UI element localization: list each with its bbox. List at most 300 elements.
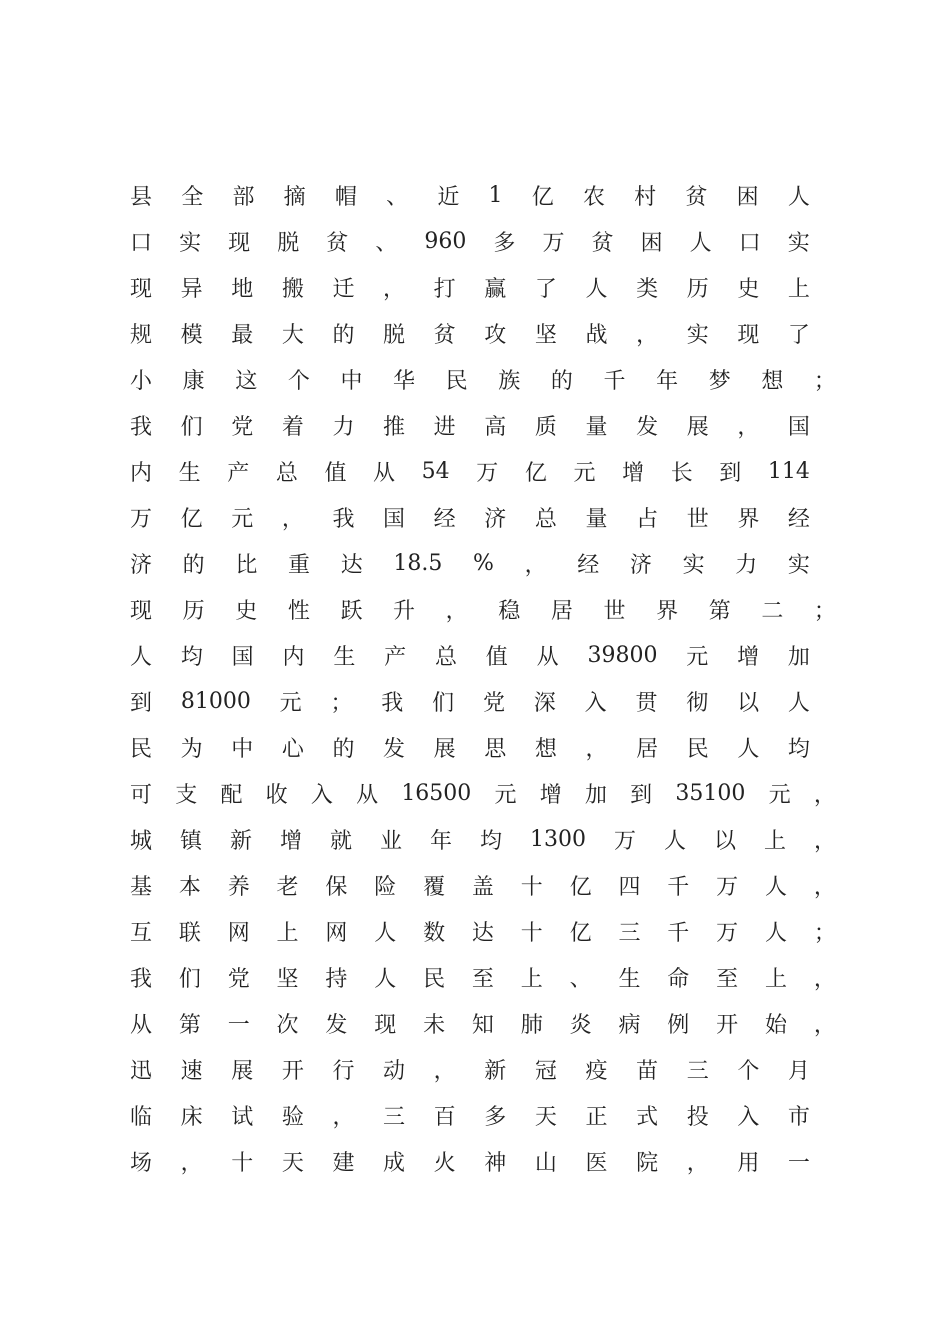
- text-char: 元: [573, 460, 596, 486]
- text-char: 亿: [180, 506, 203, 532]
- text-char: 族: [498, 368, 521, 394]
- text-char: 上: [764, 966, 787, 992]
- text-char: 到: [630, 782, 653, 808]
- text-char: 生: [178, 460, 201, 486]
- text-char: 多: [493, 230, 516, 256]
- text-char: 的: [332, 736, 355, 762]
- text-char: ，: [332, 1104, 355, 1130]
- text-char: 万: [716, 920, 739, 946]
- text-char: 动: [383, 1058, 406, 1084]
- text-char: 党: [227, 966, 250, 992]
- text-char: 元: [686, 644, 709, 670]
- text-char: 人: [374, 966, 397, 992]
- text-char: 次: [276, 1012, 299, 1038]
- text-char: 现: [737, 322, 760, 348]
- text-char: 展: [231, 1058, 254, 1084]
- text-char: 个: [287, 368, 310, 394]
- text-char: 苗: [636, 1058, 659, 1084]
- text-char: ，: [813, 1012, 836, 1038]
- text-char: 万: [476, 460, 499, 486]
- text-char: ，: [813, 874, 836, 900]
- text-char: 居: [636, 736, 659, 762]
- text-char: 中: [340, 368, 363, 394]
- text-char: 三: [618, 920, 641, 946]
- text-char: 异: [180, 276, 203, 302]
- text-char: 960: [424, 228, 467, 254]
- text-char: 人: [737, 736, 760, 762]
- text-line: [130, 862, 836, 908]
- text-char: 贫: [326, 230, 349, 256]
- text-char: ；: [813, 598, 836, 624]
- text-char: 临: [130, 1104, 153, 1130]
- text-char: 亿: [569, 920, 592, 946]
- text-char: 行: [332, 1058, 355, 1084]
- text-char: 贫: [433, 322, 456, 348]
- text-char: 人: [374, 920, 397, 946]
- text-char: 知: [471, 1012, 494, 1038]
- text-char: 亿: [531, 184, 554, 210]
- text-char: 网: [227, 920, 250, 946]
- text-char: 上: [787, 276, 810, 302]
- text-char: 例: [667, 1012, 690, 1038]
- text-char: 困: [640, 230, 663, 256]
- body-text: [130, 172, 850, 1184]
- text-char: 持: [325, 966, 348, 992]
- text-char: 到: [719, 460, 742, 486]
- text-char: 山: [534, 1150, 557, 1176]
- text-line: [130, 402, 810, 448]
- text-char: 亿: [524, 460, 547, 486]
- text-char: 个: [737, 1058, 760, 1084]
- text-char: 人: [764, 920, 787, 946]
- text-char: 验: [281, 1104, 304, 1130]
- text-char: 脱: [277, 230, 300, 256]
- text-char: 入: [737, 1104, 760, 1130]
- text-char: 多: [484, 1104, 507, 1130]
- text-char: 均: [480, 828, 503, 854]
- text-char: ，: [636, 322, 659, 348]
- text-char: 从: [356, 782, 379, 808]
- text-char: 式: [636, 1104, 659, 1130]
- text-char: 十: [231, 1150, 254, 1176]
- text-char: 展: [433, 736, 456, 762]
- text-char: ；: [813, 368, 836, 394]
- text-char: 险: [374, 874, 397, 900]
- text-char: 从: [130, 1012, 153, 1038]
- text-char: 民: [686, 736, 709, 762]
- text-char: 深: [533, 690, 556, 716]
- text-char: 界: [656, 598, 679, 624]
- text-char: 1300: [530, 826, 586, 852]
- text-char: 基: [130, 874, 153, 900]
- text-char: 这: [235, 368, 258, 394]
- text-char: 居: [550, 598, 573, 624]
- text-line: [130, 356, 836, 402]
- text-char: 梦: [708, 368, 731, 394]
- text-char: ，: [813, 966, 836, 992]
- text-char: 亿: [569, 874, 592, 900]
- text-char: 农: [582, 184, 605, 210]
- text-char: 们: [180, 414, 203, 440]
- text-char: 我: [381, 690, 404, 716]
- text-char: 院: [636, 1150, 659, 1176]
- text-char: 三: [383, 1104, 406, 1130]
- text-char: 国: [231, 644, 254, 670]
- text-line: [130, 172, 810, 218]
- text-char: 贯: [635, 690, 658, 716]
- text-char: 万: [716, 874, 739, 900]
- text-char: 炎: [569, 1012, 592, 1038]
- text-char: 困: [736, 184, 759, 210]
- text-char: 坚: [534, 322, 557, 348]
- text-char: 市: [787, 1104, 810, 1130]
- text-char: 、: [386, 184, 409, 210]
- text-char: 迁: [332, 276, 355, 302]
- text-char: 党: [482, 690, 505, 716]
- text-char: 迅: [130, 1058, 153, 1084]
- text-line: [130, 264, 810, 310]
- text-char: 盖: [471, 874, 494, 900]
- text-char: 攻: [484, 322, 507, 348]
- text-char: 的: [332, 322, 355, 348]
- text-char: 规: [130, 322, 153, 348]
- text-char: 我: [130, 414, 153, 440]
- text-char: 至: [471, 966, 494, 992]
- text-char: 民: [423, 966, 446, 992]
- text-char: 开: [716, 1012, 739, 1038]
- text-char: 产: [227, 460, 250, 486]
- text-char: 性: [287, 598, 310, 624]
- text-char: 口: [130, 230, 153, 256]
- text-char: 现: [228, 230, 251, 256]
- text-char: ，: [813, 828, 836, 854]
- text-char: ，: [281, 506, 304, 532]
- text-char: 打: [433, 276, 456, 302]
- text-char: 全: [181, 184, 204, 210]
- text-char: 人: [787, 690, 810, 716]
- text-char: 达: [471, 920, 494, 946]
- text-char: 、: [375, 230, 398, 256]
- text-char: 小: [130, 368, 153, 394]
- text-char: 部: [232, 184, 255, 210]
- text-char: 总: [275, 460, 298, 486]
- text-char: ；: [813, 920, 836, 946]
- text-char: 高: [484, 414, 507, 440]
- text-char: 赢: [484, 276, 507, 302]
- text-char: 贫: [685, 184, 708, 210]
- text-char: 试: [231, 1104, 254, 1130]
- text-line: [130, 1046, 810, 1092]
- text-char: 重: [288, 552, 311, 578]
- text-char: 生: [618, 966, 641, 992]
- text-line: [130, 770, 836, 816]
- text-char: 力: [735, 552, 758, 578]
- text-char: 帽: [334, 184, 357, 210]
- text-char: 千: [667, 874, 690, 900]
- text-line: [130, 908, 836, 954]
- text-char: 总: [534, 506, 557, 532]
- text-char: 产: [384, 644, 407, 670]
- text-char: 新: [230, 828, 253, 854]
- text-char: 现: [130, 598, 153, 624]
- text-char: 人: [130, 644, 153, 670]
- text-char: 历: [686, 276, 709, 302]
- text-char: 床: [180, 1104, 203, 1130]
- text-char: ；: [330, 690, 353, 716]
- text-char: 村: [634, 184, 657, 210]
- text-char: 第: [178, 1012, 201, 1038]
- text-char: 济: [130, 552, 153, 578]
- text-char: 了: [534, 276, 557, 302]
- text-char: 54: [421, 458, 450, 484]
- text-char: 史: [235, 598, 258, 624]
- text-char: 想: [534, 736, 557, 762]
- text-char: 均: [787, 736, 810, 762]
- text-char: 18.5: [393, 550, 443, 576]
- text-char: 历: [182, 598, 205, 624]
- text-char: 均: [180, 644, 203, 670]
- text-char: 病: [618, 1012, 641, 1038]
- text-char: 万: [613, 828, 636, 854]
- text-char: 实: [179, 230, 202, 256]
- text-char: 一: [227, 1012, 250, 1038]
- text-line: [130, 448, 810, 494]
- text-char: 升: [393, 598, 416, 624]
- text-char: 总: [434, 644, 457, 670]
- text-char: 年: [656, 368, 679, 394]
- text-char: 、: [569, 966, 592, 992]
- text-char: 至: [716, 966, 739, 992]
- text-char: 类: [636, 276, 659, 302]
- text-char: 贫: [591, 230, 614, 256]
- text-char: 投: [686, 1104, 709, 1130]
- text-char: 从: [373, 460, 396, 486]
- text-char: 最: [231, 322, 254, 348]
- text-char: 场: [130, 1150, 153, 1176]
- text-char: 老: [276, 874, 299, 900]
- text-char: 经: [787, 506, 810, 532]
- text-char: 县: [130, 184, 153, 210]
- text-char: %: [473, 550, 494, 576]
- text-line: [130, 1092, 810, 1138]
- text-char: 1: [488, 182, 503, 208]
- text-char: 建: [332, 1150, 355, 1176]
- text-char: 增: [737, 644, 760, 670]
- text-char: ，: [686, 1150, 709, 1176]
- text-char: ，: [383, 276, 406, 302]
- text-char: 肺: [520, 1012, 543, 1038]
- text-char: 上: [763, 828, 786, 854]
- text-char: 内: [282, 644, 305, 670]
- text-char: 国: [383, 506, 406, 532]
- text-char: 千: [667, 920, 690, 946]
- text-char: 城: [130, 828, 153, 854]
- text-char: 可: [130, 782, 153, 808]
- text-char: 搬: [281, 276, 304, 302]
- text-char: 生: [333, 644, 356, 670]
- text-char: 想: [761, 368, 784, 394]
- text-char: 人: [787, 184, 810, 210]
- text-char: 覆: [423, 874, 446, 900]
- text-char: 百: [433, 1104, 456, 1130]
- text-char: 们: [432, 690, 455, 716]
- text-char: 量: [585, 414, 608, 440]
- text-char: 实: [787, 230, 810, 256]
- text-char: 疫: [585, 1058, 608, 1084]
- text-char: 脱: [383, 322, 406, 348]
- text-char: 新: [484, 1058, 507, 1084]
- text-char: 口: [738, 230, 761, 256]
- text-char: 坚: [276, 966, 299, 992]
- text-line: [130, 724, 810, 770]
- text-char: 始: [764, 1012, 787, 1038]
- text-line: [130, 632, 810, 678]
- text-char: 地: [231, 276, 254, 302]
- text-char: 们: [178, 966, 201, 992]
- text-char: 我: [332, 506, 355, 532]
- text-line: [130, 1000, 836, 1046]
- text-char: 成: [383, 1150, 406, 1176]
- text-char: 第: [708, 598, 731, 624]
- text-char: 月: [787, 1058, 810, 1084]
- text-char: 万: [542, 230, 565, 256]
- text-char: ，: [180, 1150, 203, 1176]
- text-char: 值: [324, 460, 347, 486]
- text-char: 保: [325, 874, 348, 900]
- text-char: 元: [494, 782, 517, 808]
- text-char: 正: [585, 1104, 608, 1130]
- text-char: 元: [231, 506, 254, 532]
- text-char: 跃: [340, 598, 363, 624]
- text-char: 本: [178, 874, 201, 900]
- text-char: ，: [737, 414, 760, 440]
- text-char: 发: [383, 736, 406, 762]
- text-char: 着: [281, 414, 304, 440]
- text-line: [130, 678, 810, 724]
- text-char: 一: [787, 1150, 810, 1176]
- text-char: 加: [584, 782, 607, 808]
- text-char: 以: [737, 690, 760, 716]
- text-char: 近: [437, 184, 460, 210]
- text-line: [130, 540, 810, 586]
- text-char: 展: [686, 414, 709, 440]
- text-char: 康: [182, 368, 205, 394]
- text-char: 彻: [686, 690, 709, 716]
- text-char: 冠: [534, 1058, 557, 1084]
- text-char: 实: [682, 552, 705, 578]
- text-char: 发: [325, 1012, 348, 1038]
- text-char: 上: [520, 966, 543, 992]
- text-char: 经: [577, 552, 600, 578]
- text-char: 元: [768, 782, 791, 808]
- text-char: 界: [737, 506, 760, 532]
- text-char: 人: [585, 276, 608, 302]
- text-char: 到: [130, 690, 153, 716]
- text-char: 元: [279, 690, 302, 716]
- text-char: 量: [585, 506, 608, 532]
- text-char: 人: [689, 230, 712, 256]
- text-char: 收: [265, 782, 288, 808]
- text-char: 配: [220, 782, 243, 808]
- text-char: 大: [281, 322, 304, 348]
- text-char: 十: [520, 920, 543, 946]
- text-char: 16500: [401, 780, 472, 806]
- text-char: 的: [182, 552, 205, 578]
- text-char: 神: [484, 1150, 507, 1176]
- text-char: 世: [686, 506, 709, 532]
- text-char: 了: [787, 322, 810, 348]
- text-char: 天: [281, 1150, 304, 1176]
- text-char: 镇: [180, 828, 203, 854]
- text-char: 从: [536, 644, 559, 670]
- text-line: [130, 816, 836, 862]
- text-char: 人: [764, 874, 787, 900]
- text-char: 党: [231, 414, 254, 440]
- text-char: 万: [130, 506, 153, 532]
- text-char: 比: [235, 552, 258, 578]
- text-char: 国: [787, 414, 810, 440]
- text-char: 现: [374, 1012, 397, 1038]
- text-char: 39800: [587, 642, 658, 668]
- text-char: 思: [484, 736, 507, 762]
- text-char: 网: [325, 920, 348, 946]
- text-char: 质: [534, 414, 557, 440]
- text-char: 模: [180, 322, 203, 348]
- text-char: 年: [430, 828, 453, 854]
- text-char: 进: [433, 414, 456, 440]
- text-char: 四: [618, 874, 641, 900]
- text-char: 值: [485, 644, 508, 670]
- text-line: [130, 954, 836, 1000]
- text-char: 中: [231, 736, 254, 762]
- text-char: 济: [629, 552, 652, 578]
- text-char: 增: [539, 782, 562, 808]
- text-char: 未: [423, 1012, 446, 1038]
- text-char: 稳: [498, 598, 521, 624]
- text-char: 数: [423, 920, 446, 946]
- text-line: [130, 586, 836, 632]
- text-char: 世: [603, 598, 626, 624]
- text-char: 二: [761, 598, 784, 624]
- text-char: 推: [383, 414, 406, 440]
- text-char: 达: [340, 552, 363, 578]
- text-char: 35100: [675, 780, 746, 806]
- text-char: 入: [310, 782, 333, 808]
- text-char: ，: [585, 736, 608, 762]
- text-char: 实: [686, 322, 709, 348]
- text-char: 上: [276, 920, 299, 946]
- text-char: ，: [433, 1058, 456, 1084]
- text-line: [130, 218, 810, 264]
- text-char: 业: [380, 828, 403, 854]
- text-char: 三: [686, 1058, 709, 1084]
- text-char: 增: [280, 828, 303, 854]
- text-char: 现: [130, 276, 153, 302]
- text-char: 力: [332, 414, 355, 440]
- text-char: 开: [281, 1058, 304, 1084]
- text-char: 联: [178, 920, 201, 946]
- text-char: 互: [130, 920, 153, 946]
- text-char: 人: [663, 828, 686, 854]
- text-char: 81000: [180, 688, 251, 714]
- text-char: 支: [175, 782, 198, 808]
- text-char: 摘: [283, 184, 306, 210]
- text-char: 发: [636, 414, 659, 440]
- text-char: 长: [670, 460, 693, 486]
- text-char: 史: [737, 276, 760, 302]
- text-line: [130, 494, 810, 540]
- text-char: 为: [180, 736, 203, 762]
